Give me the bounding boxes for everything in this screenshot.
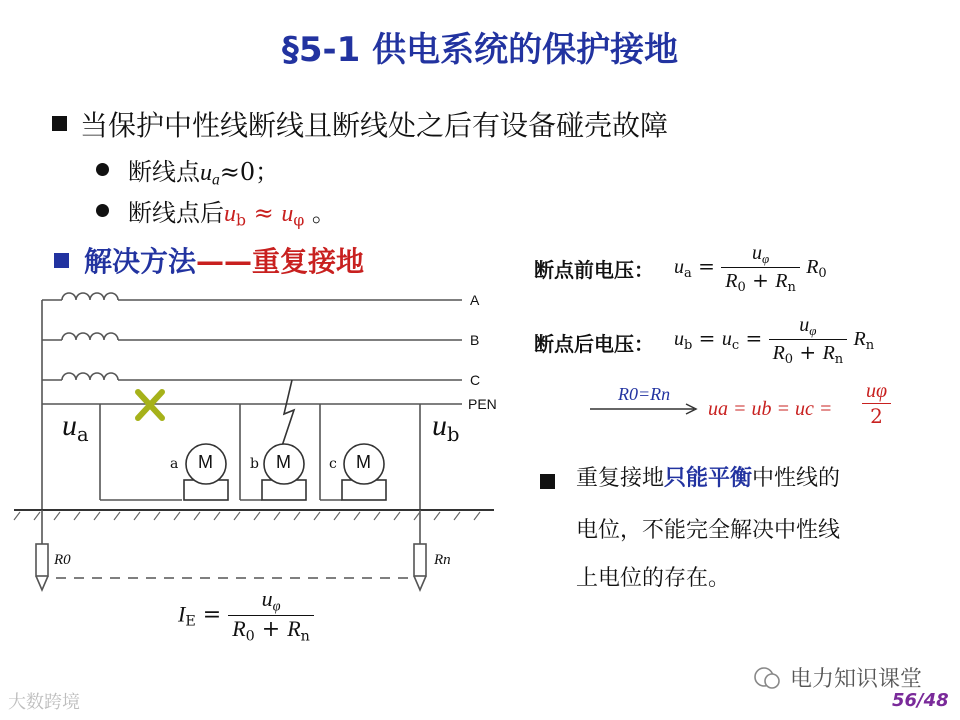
ua-label: $u_a$	[62, 409, 89, 446]
page-number: 56/48	[892, 690, 949, 711]
sub1-prefix: 断线点	[128, 158, 200, 186]
bullet-dot	[96, 163, 109, 176]
sub-bullet-1	[128, 152, 279, 190]
method-heading	[84, 240, 364, 280]
motor-b-label: b	[250, 456, 259, 472]
line-label-a: A	[470, 292, 480, 308]
sub2-prefix: 断线点后	[128, 199, 224, 227]
ub-label: $u_b$	[432, 409, 460, 446]
implies-arrow-icon	[588, 402, 704, 416]
sub1-suffix: ≈0；	[219, 158, 280, 186]
result-equation: ua = ub = uc =	[708, 398, 833, 420]
motor-c-label: c	[329, 456, 337, 472]
before-voltage-label: 断点前电压：	[534, 258, 654, 282]
result-fraction: $\frac{u\varphi}{2}$	[862, 380, 891, 428]
line-label-c: C	[470, 372, 481, 388]
motor-a-symbol: M	[198, 452, 213, 472]
method-value: 重复接地	[252, 245, 365, 278]
sub2-u2: u	[281, 201, 294, 227]
sub2-approx: ≈	[245, 199, 282, 227]
motor-c-symbol: M	[356, 452, 371, 472]
r0-label: R0	[54, 552, 71, 568]
after-voltage-label: 断点后电压：	[534, 332, 654, 356]
watermark: 大数跨境	[8, 692, 80, 713]
sub2-u: u	[224, 201, 236, 227]
note-line-3: 上电位的存在。	[576, 566, 731, 591]
before-voltage-formula: $u_a$ = $\frac{u_\varphi}{R_0 + R_n}$ $R_0$	[674, 242, 827, 295]
page-title: §5-1 供电系统的保护接地	[281, 30, 679, 70]
motor-a-label: a	[170, 456, 179, 472]
bullet-1-text: 当保护中性线断线且断线处之后有设备碰壳故障	[80, 109, 669, 142]
wechat-icon	[752, 666, 782, 690]
method-label: 解决方法	[84, 245, 197, 278]
line-label-b: B	[470, 332, 480, 348]
sub2-u2sub: φ	[293, 211, 305, 230]
after-voltage-formula: $u_b = u_c$ = $\frac{u_\varphi}{R_0 + R_n}$ $R_n$	[674, 314, 875, 367]
line-label-pen: PEN	[468, 396, 497, 412]
bullet-square	[52, 116, 67, 131]
sub2-suffix: 。	[304, 199, 336, 227]
rn-label: Rn	[434, 552, 451, 568]
sub2-usub: b	[236, 211, 246, 230]
motor-b-symbol: M	[276, 452, 291, 472]
note-line-2: 电位，不能完全解决中性线	[576, 518, 841, 543]
note-line-1: 重复接地只能平衡中性线的	[576, 466, 841, 491]
bullet-square	[540, 474, 555, 489]
sub1-sub: a	[212, 171, 220, 189]
sub1-var: u	[200, 160, 212, 186]
ie-fraction: $\frac{u_\varphi}{R_0 + R_n}$	[228, 586, 314, 645]
brand-label: 电力知识课堂	[790, 667, 923, 692]
bullet-dot	[96, 204, 109, 217]
arrow-condition: R0=Rn	[618, 384, 671, 404]
break-marker-icon	[138, 392, 162, 418]
method-dash: ——	[196, 245, 253, 278]
sub-bullet-2	[128, 193, 336, 230]
ie-formula: $I_E$ = $\frac{u_\varphi}{R_0 + R_n}$	[178, 586, 314, 645]
bullet-square-blue	[54, 253, 69, 268]
